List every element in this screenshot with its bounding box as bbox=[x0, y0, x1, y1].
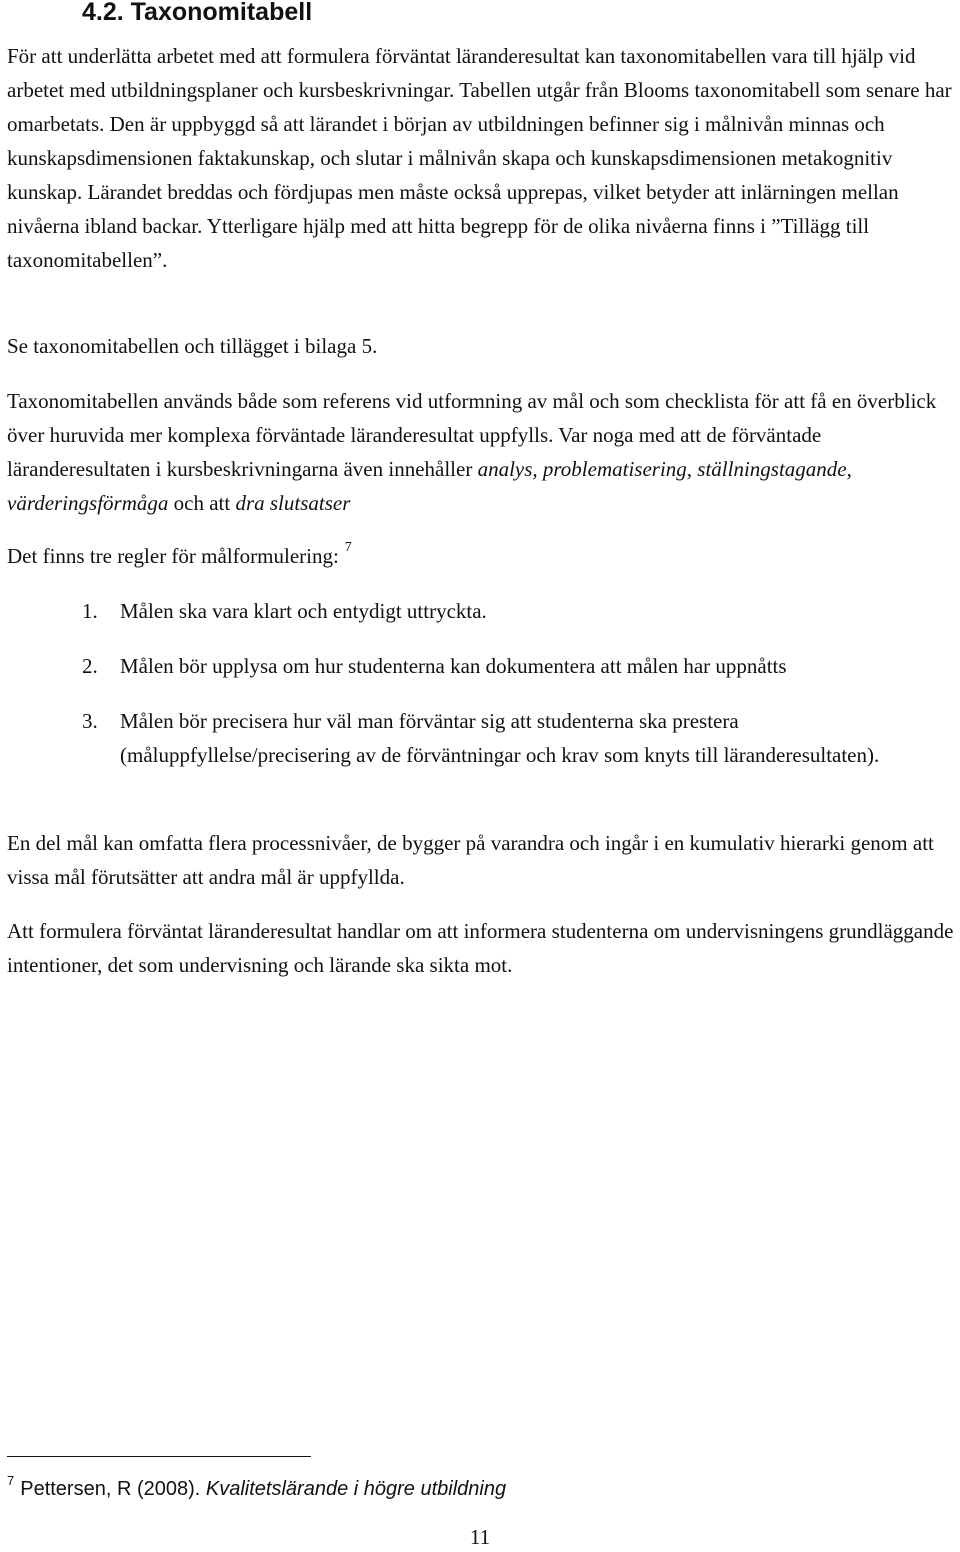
rule-number: 3. bbox=[82, 709, 98, 733]
rule-number: 2. bbox=[82, 654, 98, 678]
footnote-author: Pettersen, R (2008). bbox=[20, 1478, 201, 1500]
paragraph-cumulative: En del mål kan omfatta flera processnivåer, de bygger på varandra och ingår i en kumulativ hierarki genom att vissa mål förutsätter att andra mål är uppfyllda. bbox=[7, 831, 934, 889]
rule-item-1 bbox=[82, 594, 952, 628]
rule-text: Målen bör precisera hur väl man förväntar sig att studenterna ska prestera (måluppfyllelse/precisering av de förväntningar och krav som knyts till läranderesultaten). bbox=[120, 709, 880, 767]
footnote bbox=[7, 1474, 506, 1506]
paragraph-usage-emphasis-1: analys, problematisering, ställningstagande, värderingsförmåga bbox=[7, 457, 852, 515]
paragraph-usage-lead: Taxonomitabellen används både som referens vid utformning av mål och som checklista för att få en överblick över huruvida mer komplexa förväntade läranderesultat uppfylls. Var noga med att de förväntade läranderesultaten i kursbeskrivningarna även innehåller bbox=[7, 389, 937, 481]
rule-number: 1. bbox=[82, 599, 98, 623]
paragraph-usage bbox=[7, 384, 957, 520]
footnote-title: Kvalitetslärande i högre utbildning bbox=[205, 1478, 507, 1500]
paragraph-usage-emphasis-2: dra slutsatser bbox=[235, 491, 351, 515]
paragraph-appendix-reference: Se taxonomitabellen och tillägget i bilaga 5. bbox=[7, 334, 378, 358]
rule-text: Målen bör upplysa om hur studenterna kan dokumentera att målen har uppnåtts bbox=[120, 654, 787, 678]
rule-item-2 bbox=[82, 649, 952, 683]
page-number: 11 bbox=[469, 1525, 491, 1549]
rule-text: Målen ska vara klart och entydigt uttryckta. bbox=[120, 599, 487, 623]
paragraph-intro: För att underlätta arbetet med att formulera förväntat läranderesultat kan taxonomitabellen vara till hjälp vid arbetet med utbildningsplaner och kursbeskrivningar. Tabellen utgår från Blooms taxonomitabell som senare har omarbetats. Den är uppbyggd så att lärandet i början av utbildningen befinner sig i målnivån minnas och kunskapsdimensionen faktakunskap, och slutar i målnivån skapa och kunskapsdimensionen metakognitiv kunskap. Lärandet breddas och fördjupas men måste också upprepas, vilket betyder att inlärningen mellan nivåerna ibland backar. Ytterligare hjälp med att hitta begrepp för de olika nivåerna finns i ”Tillägg till taxonomitabellen”. bbox=[7, 44, 952, 272]
section-heading: 4.2. Taxonomitabell bbox=[82, 0, 313, 26]
rules-intro-text: Det finns tre regler för målformulering: bbox=[7, 544, 339, 568]
paragraph-usage-middle: och att bbox=[173, 491, 231, 515]
paragraph-intentions: Att formulera förväntat läranderesultat handlar om att informera studenterna om undervisningens grundläggande intentioner, det som undervisning och lärande ska sikta mot. bbox=[7, 919, 954, 977]
rule-item-3 bbox=[82, 704, 952, 772]
paragraph-rules-intro bbox=[7, 539, 957, 577]
footnote-mark: 7 bbox=[7, 1473, 15, 1488]
footnote-reference[interactable]: 7 bbox=[344, 540, 352, 555]
footnote-divider bbox=[7, 1456, 311, 1457]
